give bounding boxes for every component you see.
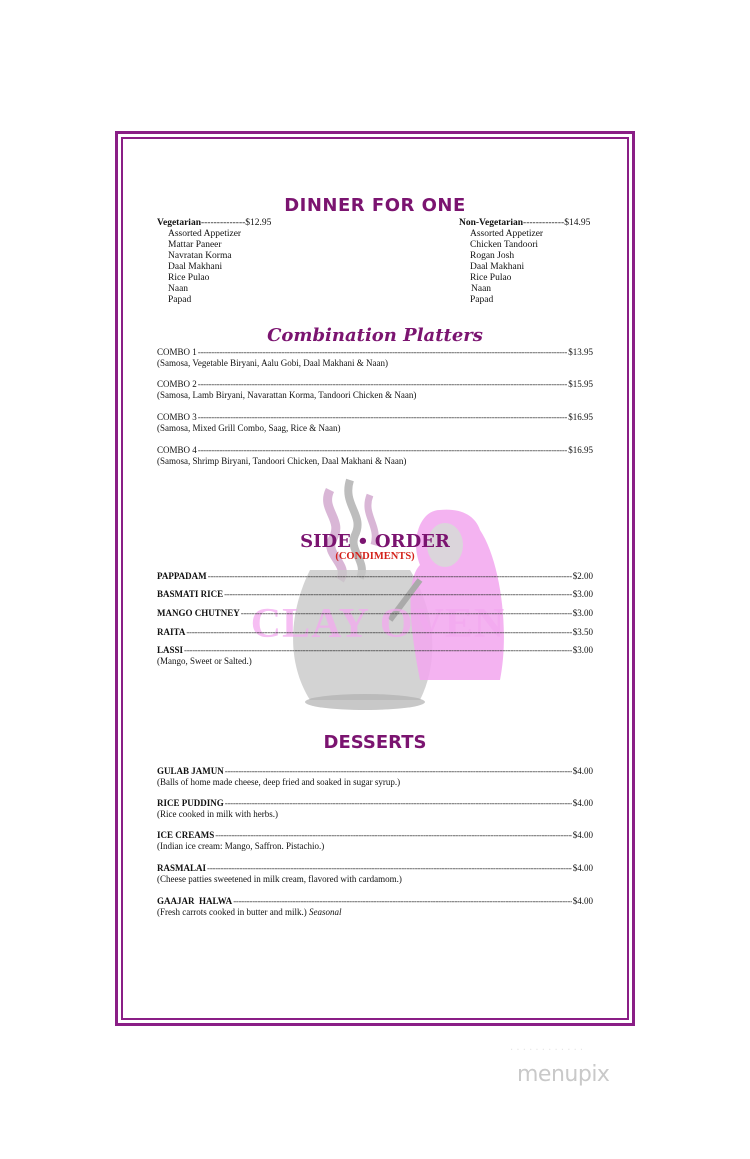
- item-price: $16.95: [568, 412, 593, 422]
- leader-dots: [198, 347, 567, 358]
- leader-dots: [184, 645, 572, 656]
- item-description: (Cheese patties sweetened in milk cream, flavored with cardamom.): [157, 874, 402, 884]
- side-item: [157, 627, 593, 638]
- list-item: Mattar Paneer: [168, 240, 222, 250]
- item-description: (Balls of home made cheese, deep fried and soaked in sugar syrup.): [157, 777, 401, 787]
- list-item: Chicken Tandoori: [470, 240, 539, 250]
- list-item: Daal Makhani: [470, 262, 525, 272]
- side-item: [157, 589, 593, 600]
- combo-item: [157, 445, 593, 467]
- list-item: Navratan Korma: [168, 251, 232, 261]
- combo-item: [157, 379, 593, 401]
- combo-item: [157, 347, 593, 369]
- leader-dots: [215, 830, 571, 841]
- dessert-item: [157, 830, 593, 852]
- side-order-title: SIDE • ORDER: [300, 531, 450, 552]
- list-item: Rice Pulao: [470, 273, 512, 283]
- item-name: LASSI: [157, 645, 184, 655]
- item-name: PAPPADAM: [157, 571, 207, 581]
- item-description: (Fresh carrots cooked in butter and milk.) Seasonal: [157, 907, 342, 917]
- item-name: GAAJAR HALWA: [157, 896, 233, 906]
- list-item: Papad: [470, 295, 494, 305]
- item-description: (Samosa, Shrimp Biryani, Tandoori Chicken, Daal Makhani & Naan): [157, 456, 407, 466]
- item-name: COMBO 3: [157, 412, 197, 422]
- non-vegetarian-column: [459, 218, 590, 306]
- item-name: BASMATI RICE: [157, 589, 224, 599]
- item-description: (Indian ice cream: Mango, Saffron. Pistachio.): [157, 841, 325, 851]
- item-description: (Samosa, Lamb Biryani, Navarattan Korma, Tandoori Chicken & Naan): [157, 390, 417, 400]
- item-name: COMBO 1: [157, 347, 197, 357]
- dessert-item: [157, 798, 593, 820]
- item-description: (Mango, Sweet or Salted.): [157, 656, 252, 666]
- item-name: RAITA: [157, 627, 186, 637]
- item-price: $4.00: [572, 798, 593, 808]
- combo-title: Combination Platters: [267, 325, 483, 346]
- leader-dots: [208, 571, 572, 582]
- leader-dots: [186, 627, 571, 638]
- item-description: (Rice cooked in milk with herbs.): [157, 809, 278, 819]
- item-price: $4.00: [572, 830, 593, 840]
- leader-dots: [241, 608, 572, 619]
- combo-item: [157, 412, 593, 434]
- item-price: $3.00: [572, 589, 593, 599]
- side-item: [157, 645, 593, 667]
- vegetarian-column: [157, 218, 271, 306]
- leader-dots: [225, 798, 572, 809]
- side-item: [157, 571, 593, 582]
- desserts-title: DESSERTS: [323, 732, 427, 753]
- item-price: $3.50: [572, 627, 593, 637]
- leader-dots: [233, 896, 572, 907]
- item-price: $15.95: [568, 379, 593, 389]
- dessert-item: [157, 896, 593, 918]
- list-item: Naan: [471, 284, 492, 294]
- dessert-item: [157, 766, 593, 788]
- leader-dots: [225, 766, 572, 777]
- item-description: (Samosa, Vegetable Biryani, Aalu Gobi, Daal Makhani & Naan): [157, 358, 389, 368]
- item-price: $13.95: [568, 347, 593, 357]
- side-item: [157, 608, 593, 619]
- dinner-title: DINNER FOR ONE: [284, 195, 466, 216]
- item-name: MANGO CHUTNEY: [157, 608, 240, 618]
- list-item: Rogan Josh: [470, 251, 515, 261]
- menupix-dots: · · · · · · · · · · · ·: [510, 1045, 584, 1056]
- leader-dots: [207, 863, 572, 874]
- item-price: $16.95: [568, 445, 593, 455]
- item-name: ICE CREAMS: [157, 830, 215, 840]
- condiments-subtitle: (CONDIMENTS): [335, 551, 415, 562]
- item-price: $3.00: [572, 645, 593, 655]
- item-price: $4.00: [572, 766, 593, 776]
- item-name: RICE PUDDING: [157, 798, 224, 808]
- item-description: (Samosa, Mixed Grill Combo, Saag, Rice & Naan): [157, 423, 341, 433]
- non-vegetarian-header: Non-Vegetarian-------------$14.95: [459, 218, 591, 228]
- leader-dots: [198, 412, 567, 423]
- item-name: RASMALAI: [157, 863, 207, 873]
- item-price: $2.00: [572, 571, 593, 581]
- list-item: Papad: [168, 295, 192, 305]
- leader-dots: [224, 589, 572, 600]
- watermark-text: CLAY OVEN: [250, 601, 506, 647]
- menupix-logo: menupix: [517, 1062, 610, 1087]
- list-item: Daal Makhani: [168, 262, 223, 272]
- item-price: $4.00: [572, 896, 593, 906]
- item-name: COMBO 4: [157, 445, 197, 455]
- list-item: Naan: [168, 284, 189, 294]
- list-item: Assorted Appetizer: [470, 229, 544, 239]
- leader-dots: [198, 445, 567, 456]
- item-price: $3.00: [572, 608, 593, 618]
- item-name: COMBO 2: [157, 379, 197, 389]
- dessert-item: [157, 863, 593, 885]
- vegetarian-header: Vegetarian--------------$12.95: [157, 218, 272, 228]
- item-price: $4.00: [572, 863, 593, 873]
- list-item: Assorted Appetizer: [168, 229, 242, 239]
- list-item: Rice Pulao: [168, 273, 210, 283]
- item-name: GULAB JAMUN: [157, 766, 224, 776]
- seasonal-note: Seasonal: [308, 907, 342, 917]
- leader-dots: [198, 379, 567, 390]
